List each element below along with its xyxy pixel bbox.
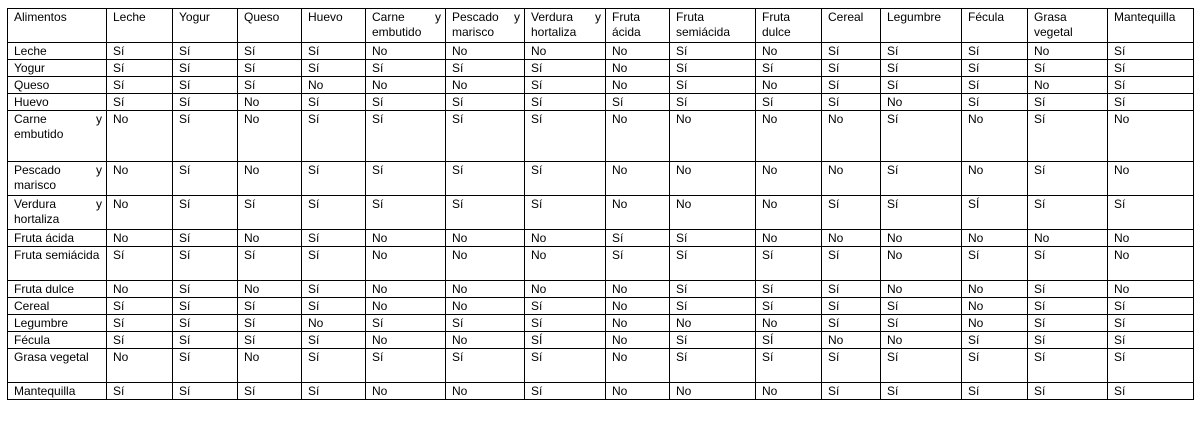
table-cell: Sí: [446, 94, 525, 111]
table-row: [8, 196, 1194, 230]
table-cell: Sí: [822, 196, 881, 230]
table-cell: Sí: [822, 94, 881, 111]
table-cell: Sí: [173, 111, 238, 162]
table-cell: No: [756, 77, 822, 94]
table-cell: Sí: [446, 60, 525, 77]
table-cell: Sí: [366, 196, 446, 230]
table-cell: No: [446, 281, 525, 298]
table-cell: No: [525, 230, 606, 247]
column-header: Fécula: [962, 9, 1028, 43]
table-cell: No: [670, 383, 756, 400]
table-cell: No: [670, 315, 756, 332]
table-cell: Sí: [107, 383, 173, 400]
column-header: Leche: [107, 9, 173, 43]
row-header: Queso: [8, 77, 107, 94]
row-header: Huevo: [8, 94, 107, 111]
table-cell: Sí: [173, 332, 238, 349]
table-cell: Sí: [822, 315, 881, 332]
table-cell: No: [822, 111, 881, 162]
column-header: Mantequilla: [1108, 9, 1194, 43]
table-cell: No: [606, 162, 670, 196]
table-cell: Sí: [302, 111, 366, 162]
table-cell: Sí: [525, 383, 606, 400]
table-cell: No: [606, 196, 670, 230]
table-cell: No: [238, 349, 302, 383]
table-cell: No: [606, 383, 670, 400]
table-cell: No: [1108, 230, 1194, 247]
table-cell: Sí: [822, 247, 881, 281]
table-cell: Sí: [962, 383, 1028, 400]
table-cell: Sí: [302, 349, 366, 383]
table-row: [8, 349, 1194, 383]
table-cell: No: [881, 247, 962, 281]
table-cell: Sí: [525, 162, 606, 196]
row-header: Yogur: [8, 60, 107, 77]
table-cell: No: [606, 281, 670, 298]
table-cell: Sí: [238, 332, 302, 349]
table-cell: No: [756, 383, 822, 400]
table-cell: No: [962, 298, 1028, 315]
table-cell: Sí: [881, 43, 962, 60]
table-cell: Sí: [670, 332, 756, 349]
row-header: Verdura y hortaliza: [8, 196, 107, 230]
table-cell: No: [881, 230, 962, 247]
table-cell: No: [525, 43, 606, 60]
table-cell: Sí: [107, 94, 173, 111]
table-cell: Sí: [302, 383, 366, 400]
table-cell: No: [606, 111, 670, 162]
row-header: Fruta dulce: [8, 281, 107, 298]
table-cell: No: [606, 332, 670, 349]
table-cell: No: [107, 111, 173, 162]
table-cell: Sí: [756, 60, 822, 77]
table-row: [8, 298, 1194, 315]
table-cell: No: [366, 281, 446, 298]
table-cell: Sí: [670, 94, 756, 111]
table-row: [8, 94, 1194, 111]
table-cell: No: [238, 111, 302, 162]
table-cell: Sí: [446, 349, 525, 383]
table-cell: No: [446, 230, 525, 247]
table-cell: No: [1108, 111, 1194, 162]
table-cell: Sí: [1028, 60, 1108, 77]
column-header: Verdura y hortaliza: [525, 9, 606, 43]
table-cell: No: [446, 298, 525, 315]
table-cell: Sí: [107, 332, 173, 349]
table-cell: SÍ: [962, 196, 1028, 230]
table-cell: No: [962, 315, 1028, 332]
table-cell: Sí: [173, 230, 238, 247]
table-cell: Sí: [881, 60, 962, 77]
table-cell: No: [446, 77, 525, 94]
table-cell: Sí: [366, 94, 446, 111]
table-cell: No: [446, 247, 525, 281]
table-cell: Sí: [881, 196, 962, 230]
table-cell: No: [366, 332, 446, 349]
table-cell: No: [1108, 162, 1194, 196]
row-header: Fécula: [8, 332, 107, 349]
column-header: Fruta ácida: [606, 9, 670, 43]
table-cell: Sí: [525, 77, 606, 94]
table-cell: Sí: [302, 60, 366, 77]
table-cell: Sí: [1028, 281, 1108, 298]
table-cell: Sí: [302, 162, 366, 196]
table-cell: Sí: [238, 77, 302, 94]
table-cell: No: [302, 77, 366, 94]
table-cell: Sí: [606, 230, 670, 247]
row-header: Cereal: [8, 298, 107, 315]
table-cell: Sí: [173, 43, 238, 60]
table-cell: No: [366, 230, 446, 247]
table-cell: No: [756, 315, 822, 332]
food-compatibility-table: [7, 8, 1194, 400]
table-cell: Sí: [756, 247, 822, 281]
table-cell: No: [606, 77, 670, 94]
column-header: Grasa vegetal: [1028, 9, 1108, 43]
header-row: [8, 9, 1194, 43]
table-cell: Sí: [1108, 383, 1194, 400]
column-header: Fruta semiácida: [670, 9, 756, 43]
table-cell: Sí: [446, 111, 525, 162]
table-cell: Sí: [1028, 247, 1108, 281]
table-cell: No: [881, 281, 962, 298]
table-cell: No: [962, 162, 1028, 196]
table-cell: Sí: [107, 247, 173, 281]
table-cell: No: [1108, 281, 1194, 298]
table-cell: Sí: [822, 77, 881, 94]
table-cell: Sí: [756, 281, 822, 298]
table-cell: Sí: [1108, 60, 1194, 77]
table-cell: Sí: [670, 349, 756, 383]
table-cell: Sí: [962, 349, 1028, 383]
table-cell: No: [1028, 43, 1108, 60]
table-cell: Sí: [881, 383, 962, 400]
table-cell: Sí: [107, 60, 173, 77]
table-cell: Sí: [446, 315, 525, 332]
table-cell: Sí: [962, 60, 1028, 77]
table-cell: Sí: [670, 281, 756, 298]
table-cell: Sí: [1028, 315, 1108, 332]
table-cell: No: [366, 298, 446, 315]
table-cell: Sí: [107, 315, 173, 332]
table-row: [8, 383, 1194, 400]
table-cell: No: [366, 43, 446, 60]
table-cell: No: [366, 383, 446, 400]
table-cell: No: [1108, 247, 1194, 281]
table-cell: Sí: [670, 77, 756, 94]
table-row: [8, 281, 1194, 298]
table-cell: Sí: [302, 332, 366, 349]
table-cell: No: [525, 247, 606, 281]
table-cell: Sí: [302, 230, 366, 247]
table-cell: No: [606, 315, 670, 332]
table-cell: Sí: [1028, 94, 1108, 111]
table-cell: Sí: [173, 315, 238, 332]
table-cell: No: [107, 162, 173, 196]
table-cell: Sí: [238, 60, 302, 77]
table-cell: No: [606, 43, 670, 60]
table-cell: Sí: [446, 196, 525, 230]
table-cell: No: [962, 230, 1028, 247]
table-cell: No: [606, 60, 670, 77]
row-header: Legumbre: [8, 315, 107, 332]
table-cell: Sí: [962, 94, 1028, 111]
table-cell: No: [881, 332, 962, 349]
table-cell: Sí: [366, 315, 446, 332]
table-cell: Sí: [302, 196, 366, 230]
table-row: [8, 332, 1194, 349]
table-cell: No: [366, 247, 446, 281]
table-cell: Sí: [881, 298, 962, 315]
table-cell: Sí: [107, 43, 173, 60]
table-cell: No: [366, 77, 446, 94]
table-cell: Sí: [881, 162, 962, 196]
table-cell: No: [238, 281, 302, 298]
table-cell: Sí: [881, 349, 962, 383]
table-cell: Sí: [962, 332, 1028, 349]
table-cell: Sí: [670, 298, 756, 315]
table-cell: No: [756, 230, 822, 247]
table-cell: Sí: [670, 230, 756, 247]
table-cell: No: [1028, 77, 1108, 94]
table-cell: Sí: [756, 349, 822, 383]
table-cell: Sí: [446, 162, 525, 196]
compatibility-table-container: [7, 8, 1194, 400]
table-cell: SÍ: [525, 332, 606, 349]
table-cell: Sí: [525, 298, 606, 315]
table-cell: Sí: [525, 196, 606, 230]
table-cell: No: [756, 196, 822, 230]
table-cell: Sí: [173, 383, 238, 400]
table-cell: Sí: [302, 298, 366, 315]
row-header: Mantequilla: [8, 383, 107, 400]
table-cell: Sí: [1028, 196, 1108, 230]
table-cell: Sí: [302, 43, 366, 60]
table-row: [8, 315, 1194, 332]
table-cell: Sí: [962, 247, 1028, 281]
table-cell: Sí: [1108, 94, 1194, 111]
table-cell: No: [1028, 230, 1108, 247]
table-cell: No: [670, 111, 756, 162]
table-cell: Sí: [238, 383, 302, 400]
column-header: Legumbre: [881, 9, 962, 43]
table-cell: Sí: [302, 94, 366, 111]
table-cell: No: [238, 230, 302, 247]
table-cell: Sí: [1108, 43, 1194, 60]
table-cell: Sí: [1028, 349, 1108, 383]
column-header: Fruta dulce: [756, 9, 822, 43]
table-cell: Sí: [822, 383, 881, 400]
table-row: [8, 230, 1194, 247]
table-cell: No: [446, 383, 525, 400]
table-cell: Sí: [962, 43, 1028, 60]
table-row: [8, 43, 1194, 60]
column-header: Pescado y marisco: [446, 9, 525, 43]
row-header: Fruta ácida: [8, 230, 107, 247]
table-cell: Sí: [302, 247, 366, 281]
table-cell: No: [302, 315, 366, 332]
table-cell: No: [670, 196, 756, 230]
table-cell: No: [107, 281, 173, 298]
table-cell: Sí: [881, 315, 962, 332]
table-cell: Sí: [822, 349, 881, 383]
table-cell: Sí: [881, 111, 962, 162]
column-header: Carne y embutido: [366, 9, 446, 43]
column-header: Queso: [238, 9, 302, 43]
table-cell: Sí: [173, 281, 238, 298]
row-header: Leche: [8, 43, 107, 60]
table-cell: No: [756, 162, 822, 196]
table-cell: Sí: [173, 60, 238, 77]
table-cell: Sí: [173, 162, 238, 196]
table-cell: Sí: [107, 298, 173, 315]
table-cell: No: [881, 94, 962, 111]
table-cell: Sí: [1028, 298, 1108, 315]
table-cell: Sí: [238, 247, 302, 281]
table-cell: Sí: [670, 43, 756, 60]
table-cell: Sí: [1028, 332, 1108, 349]
table-cell: No: [525, 281, 606, 298]
table-cell: Sí: [366, 349, 446, 383]
table-cell: Sí: [238, 43, 302, 60]
table-cell: Sí: [238, 196, 302, 230]
table-cell: No: [238, 94, 302, 111]
table-cell: No: [756, 111, 822, 162]
table-cell: No: [670, 162, 756, 196]
table-cell: No: [446, 332, 525, 349]
table-cell: Sí: [670, 247, 756, 281]
row-header: Pescado y marisco: [8, 162, 107, 196]
table-cell: Sí: [173, 94, 238, 111]
row-header: Grasa vegetal: [8, 349, 107, 383]
table-cell: Sí: [173, 247, 238, 281]
table-row: [8, 111, 1194, 162]
table-cell: Sí: [1108, 77, 1194, 94]
table-cell: Sí: [525, 315, 606, 332]
column-header: Cereal: [822, 9, 881, 43]
table-row: [8, 77, 1194, 94]
table-cell: Sí: [606, 247, 670, 281]
table-cell: Sí: [366, 111, 446, 162]
table-cell: Sí: [1108, 315, 1194, 332]
table-cell: Sí: [302, 281, 366, 298]
table-cell: Sí: [1028, 383, 1108, 400]
table-cell: No: [962, 281, 1028, 298]
column-header: Huevo: [302, 9, 366, 43]
row-header: Carne y embutido: [8, 111, 107, 162]
table-cell: Sí: [525, 60, 606, 77]
table-cell: Sí: [525, 111, 606, 162]
table-cell: Sí: [366, 60, 446, 77]
table-row: [8, 60, 1194, 77]
table-cell: Sí: [962, 77, 1028, 94]
table-row: [8, 247, 1194, 281]
table-cell: Sí: [1028, 162, 1108, 196]
table-cell: No: [238, 162, 302, 196]
table-cell: Sí: [366, 162, 446, 196]
table-row: [8, 162, 1194, 196]
table-cell: Sí: [1108, 332, 1194, 349]
table-cell: No: [822, 230, 881, 247]
table-cell: No: [446, 43, 525, 60]
table-cell: Sí: [173, 77, 238, 94]
table-cell: SÍ: [756, 332, 822, 349]
table-cell: Sí: [670, 60, 756, 77]
table-cell: No: [962, 111, 1028, 162]
table-cell: Sí: [525, 349, 606, 383]
table-cell: Sí: [881, 77, 962, 94]
row-header: Fruta semiácida: [8, 247, 107, 281]
column-header-foods: Alimentos: [8, 9, 107, 43]
table-cell: Sí: [1108, 196, 1194, 230]
table-cell: No: [606, 349, 670, 383]
table-cell: Sí: [173, 196, 238, 230]
table-cell: Sí: [756, 298, 822, 315]
table-cell: No: [107, 196, 173, 230]
table-cell: Sí: [173, 349, 238, 383]
table-cell: Sí: [525, 94, 606, 111]
table-cell: No: [107, 349, 173, 383]
table-cell: Sí: [606, 94, 670, 111]
table-cell: Sí: [238, 298, 302, 315]
table-cell: Sí: [1108, 349, 1194, 383]
table-cell: Sí: [1028, 111, 1108, 162]
column-header: Yogur: [173, 9, 238, 43]
table-cell: Sí: [1108, 298, 1194, 315]
table-body: [8, 9, 1194, 400]
table-cell: Sí: [238, 315, 302, 332]
table-cell: Sí: [173, 298, 238, 315]
table-cell: No: [822, 162, 881, 196]
table-cell: Sí: [756, 94, 822, 111]
table-cell: Sí: [822, 298, 881, 315]
table-cell: No: [606, 298, 670, 315]
table-cell: Sí: [107, 77, 173, 94]
table-cell: No: [107, 230, 173, 247]
table-cell: Sí: [822, 43, 881, 60]
table-cell: No: [822, 332, 881, 349]
table-cell: Sí: [822, 60, 881, 77]
table-cell: Sí: [822, 281, 881, 298]
table-cell: No: [756, 43, 822, 60]
